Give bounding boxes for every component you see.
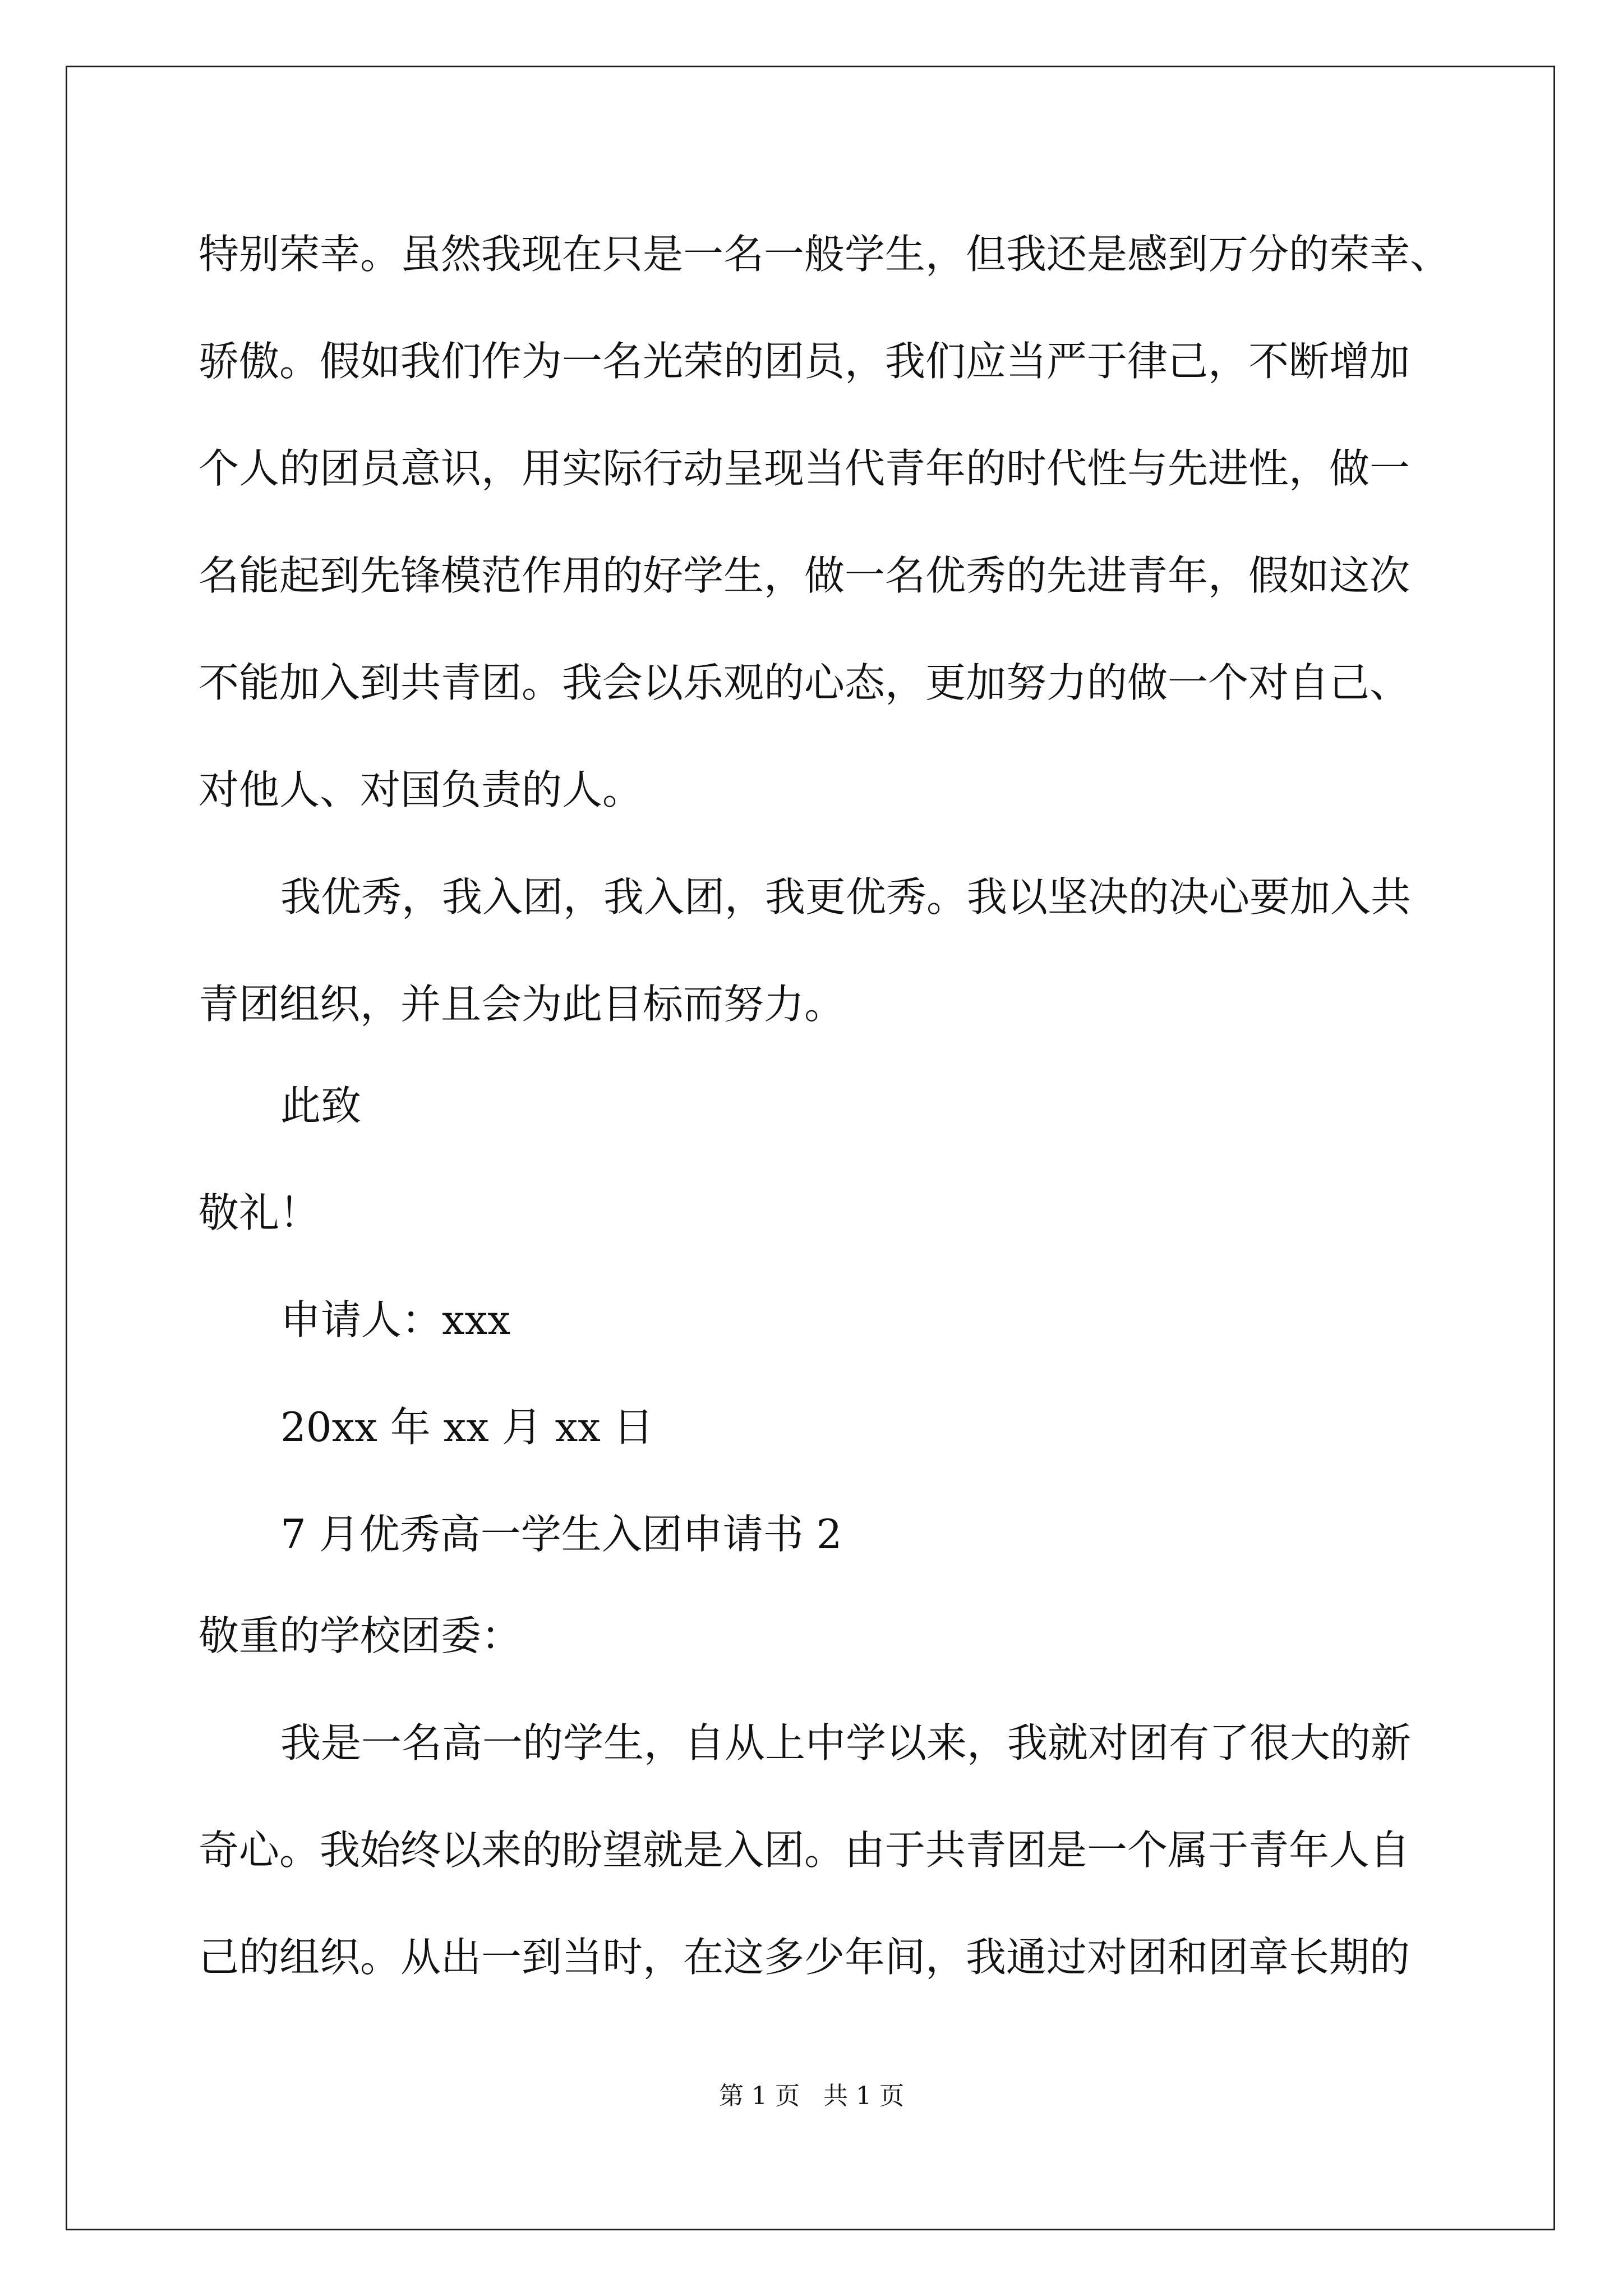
applicant-line: 申请人：xxx — [280, 1296, 510, 1343]
text-line: 不能加入到共青团。我会以乐观的心态，更加努力的做一个对自己、 — [199, 659, 1410, 706]
date-line: 20xx 年 xx 月 xx 日 — [280, 1404, 654, 1451]
text-line: 我优秀，我入团，我入团，我更优秀。我以坚决的决心要加入共 — [280, 873, 1412, 921]
salutation-regards: 敬礼！ — [199, 1189, 320, 1236]
salutation-closing: 此致 — [280, 1082, 362, 1129]
text-line: 奇心。我始终以来的盼望就是入团。由于共青团是一个属于青年人自 — [199, 1826, 1410, 1874]
text-line: 个人的团员意识，用实际行动呈现当代青年的时代性与先进性，做一 — [199, 445, 1410, 492]
text-line: 骄傲。假如我们作为一名光荣的团员，我们应当严于律己，不断增加 — [199, 338, 1410, 385]
section-title: 7 月优秀高一学生入团申请书 2 — [280, 1511, 842, 1558]
text-line: 特别荣幸。虽然我现在只是一名一般学生，但我还是感到万分的荣幸、 — [199, 231, 1451, 278]
page-footer: 第 1 页 共 1 页 — [719, 2082, 904, 2110]
page-border — [66, 66, 1555, 2230]
text-line: 青团组织，并且会为此目标而努力。 — [199, 981, 845, 1028]
text-line: 我是一名高一的学生，自从上中学以来，我就对团有了很大的新 — [280, 1719, 1412, 1766]
text-line: 己的组织。从出一到当时，在这多少年间，我通过对团和团章长期的 — [199, 1934, 1410, 1981]
addressee-line: 敬重的学校团委： — [199, 1612, 522, 1659]
text-line: 对他人、对国负责的人。 — [199, 766, 643, 813]
text-line: 名能起到先锋模范作用的好学生，做一名优秀的先进青年，假如这次 — [199, 552, 1410, 599]
